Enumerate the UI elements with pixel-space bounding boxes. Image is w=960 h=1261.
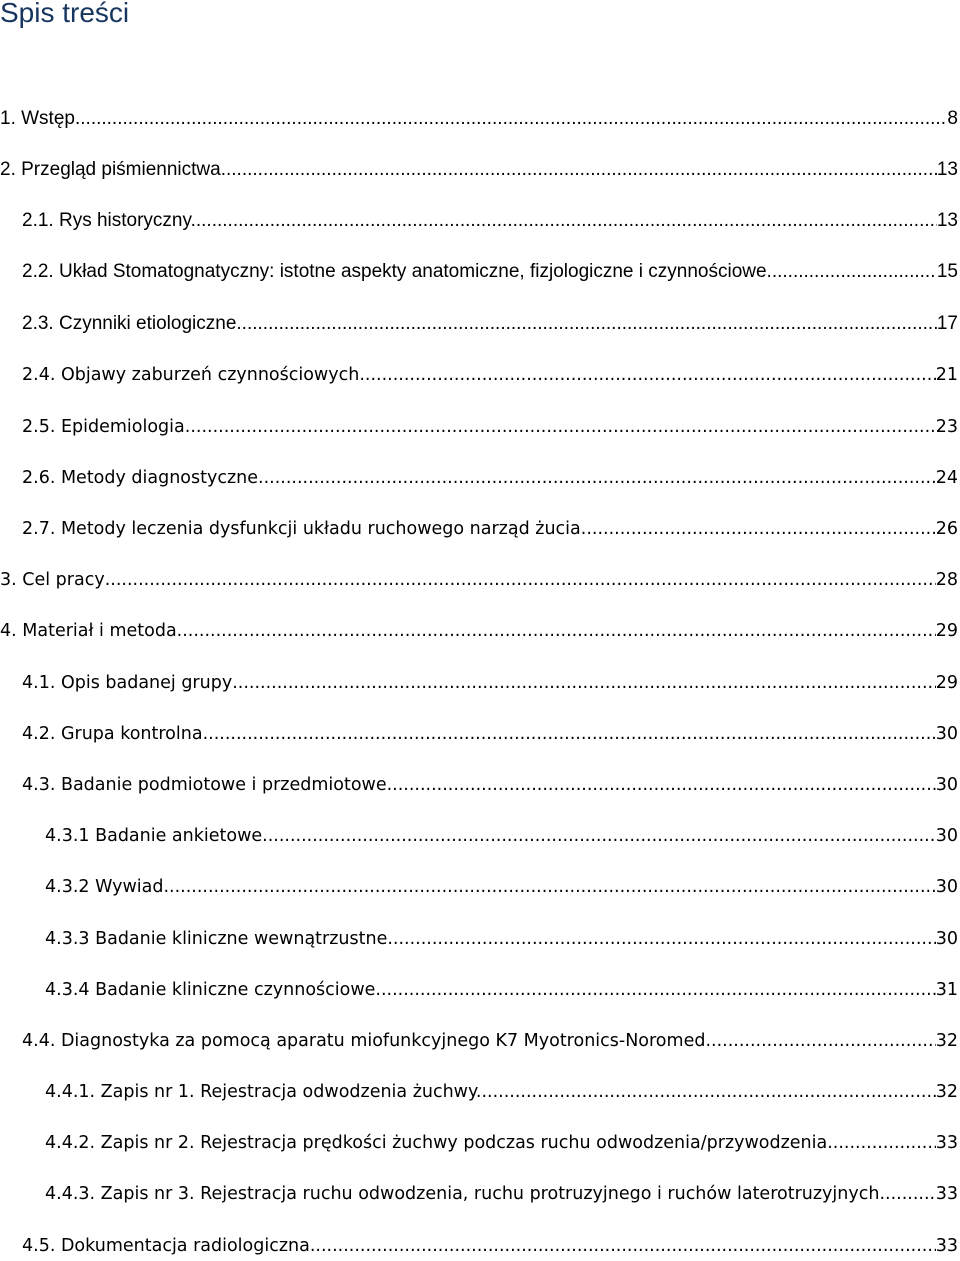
toc-entry-page: 17: [936, 313, 958, 334]
toc-dot-leader: [387, 926, 935, 952]
toc-entry-page: 30: [935, 775, 958, 795]
toc-entry-label: 4.3.1 Badanie ankietowe: [45, 826, 263, 846]
toc-entry-1[interactable]: [0, 106, 958, 132]
toc-entry-4-4[interactable]: [22, 1028, 958, 1054]
toc-entry-label: 4.1. Opis badanej grupy: [22, 673, 233, 693]
toc-dot-leader: [163, 874, 935, 900]
toc-dot-leader: [232, 670, 936, 696]
toc-entry-4-2[interactable]: [22, 721, 958, 747]
toc-dot-leader: [236, 311, 936, 337]
toc-entry-label: 3. Cel pracy: [0, 570, 105, 590]
toc-entry-2-7[interactable]: [22, 516, 958, 542]
toc-entry-page: 26: [935, 519, 958, 539]
toc-dot-leader: [375, 977, 935, 1003]
toc-dot-leader: [75, 106, 947, 132]
toc-entry-label: 1. Wstęp: [0, 108, 75, 129]
toc-entry-label: 4.4. Diagnostyka za pomocą aparatu miofunkcyjnego K7 Myotronics-Noromed: [22, 1031, 706, 1051]
toc-entry-4-3-3[interactable]: [45, 926, 958, 952]
toc-entry-page: 33: [935, 1184, 958, 1204]
toc-dot-leader: [190, 414, 935, 440]
toc-entry-4[interactable]: [0, 618, 958, 644]
toc-dot-leader: [203, 721, 936, 747]
toc-entry-4-5[interactable]: [22, 1233, 958, 1259]
toc-entry-page: 33: [935, 1236, 958, 1256]
toc-entry-label: 4.4.3. Zapis nr 3. Rejestracja ruchu odwodzenia, ruchu protruzyjnego i ruchów laterotruzyjnych: [45, 1184, 880, 1204]
toc-entry-4-1[interactable]: [22, 670, 958, 696]
toc-entry-label: 4.3. Badanie podmiotowe i przedmiotowe: [22, 775, 387, 795]
toc-dot-leader: [359, 362, 935, 388]
toc-entry-label: 4.4.1. Zapis nr 1. Rejestracja odwodzenia żuchwy.: [45, 1082, 482, 1102]
toc-entry-label: 2. Przegląd piśmiennictwa.: [0, 159, 226, 180]
toc-entry-page: 28: [935, 570, 958, 590]
toc-dot-leader: [177, 618, 936, 644]
toc-entry-label: 4.3.2 Wywiad: [45, 877, 164, 897]
toc-dot-leader: [258, 465, 936, 491]
toc-entry-label: 4. Materiał i metoda: [0, 621, 177, 641]
toc-entry-4-4-3[interactable]: [45, 1181, 958, 1207]
toc-entry-page: 21: [935, 365, 958, 385]
toc-dot-leader: [387, 772, 936, 798]
toc-entry-page: 30: [935, 929, 958, 949]
toc-entry-3[interactable]: [0, 567, 958, 593]
toc-entry-4-3[interactable]: [22, 772, 958, 798]
toc-entry-2-3[interactable]: [22, 311, 958, 337]
toc-entry-page: 29: [935, 621, 958, 641]
toc-dot-leader: [315, 1233, 935, 1259]
toc-dot-leader: [581, 516, 936, 542]
toc-dot-leader: [196, 208, 937, 234]
toc-dot-leader: [879, 1181, 935, 1207]
toc-entry-page: 8: [947, 108, 958, 129]
toc-entry-label: 2.2. Układ Stomatognatyczny: istotne aspekty anatomiczne, fizjologiczne i czynnościowe.: [22, 261, 772, 282]
toc-dot-leader: [105, 567, 936, 593]
toc-entry-page: 30: [935, 826, 958, 846]
toc-entry-2[interactable]: [0, 157, 958, 183]
toc-entry-label: 2.1. Rys historyczny.: [22, 210, 196, 231]
toc-entry-label: 4.4.2. Zapis nr 2. Rejestracja prędkości żuchwy podczas ruchu odwodzenia/przywodzenia: [45, 1133, 828, 1153]
toc-dot-leader: [827, 1130, 936, 1156]
toc-entry-2-2[interactable]: [22, 259, 958, 285]
toc-dot-leader: [262, 823, 936, 849]
toc-entry-page: 15: [936, 261, 958, 282]
toc-entry-page: 32: [935, 1082, 958, 1102]
toc-entry-4-4-1[interactable]: [45, 1079, 958, 1105]
toc-dot-leader: [481, 1079, 935, 1105]
toc-entry-page: 24: [935, 468, 958, 488]
toc-dot-leader: [772, 259, 937, 285]
toc-entry-4-4-2[interactable]: [45, 1130, 958, 1156]
toc-entry-label: 4.3.3 Badanie kliniczne wewnątrzustne: [45, 929, 388, 949]
page-title: Spis treści: [0, 0, 130, 28]
toc-entry-page: 13: [936, 159, 958, 180]
toc-entry-label: 2.5. Epidemiologia.: [22, 417, 191, 437]
toc-dot-leader: [226, 157, 937, 183]
toc-dot-leader: [705, 1028, 935, 1054]
toc-entry-page: 31: [935, 980, 958, 1000]
toc-entry-page: 23: [935, 417, 958, 437]
toc-entry-page: 29: [935, 673, 958, 693]
toc-entry-label: 2.6. Metody diagnostyczne: [22, 468, 259, 488]
toc-entry-4-3-1[interactable]: [45, 823, 958, 849]
toc-entry-label: 2.4. Objawy zaburzeń czynnościowych: [22, 365, 360, 385]
toc-entry-page: 33: [935, 1133, 958, 1153]
toc-entry-4-3-4[interactable]: [45, 977, 958, 1003]
toc-entry-2-5[interactable]: [22, 414, 958, 440]
toc-entry-4-3-2[interactable]: [45, 874, 958, 900]
toc-entry-2-1[interactable]: [22, 208, 958, 234]
toc-entry-page: 30: [935, 877, 958, 897]
toc-entry-2-6[interactable]: [22, 465, 958, 491]
toc-entry-label: 4.5. Dokumentacja radiologiczna.: [22, 1236, 316, 1256]
toc-entry-2-4[interactable]: [22, 362, 958, 388]
toc-entry-page: 13: [936, 210, 958, 231]
toc-entry-label: 2.7. Metody leczenia dysfunkcji układu ruchowego narząd żucia: [22, 519, 581, 539]
toc-entry-page: 32: [935, 1031, 958, 1051]
toc-entry-label: 2.3. Czynniki etiologiczne: [22, 313, 237, 334]
toc-entry-page: 30: [935, 724, 958, 744]
toc-entry-label: 4.3.4 Badanie kliniczne czynnościowe: [45, 980, 376, 1000]
toc-entry-label: 4.2. Grupa kontrolna: [22, 724, 203, 744]
